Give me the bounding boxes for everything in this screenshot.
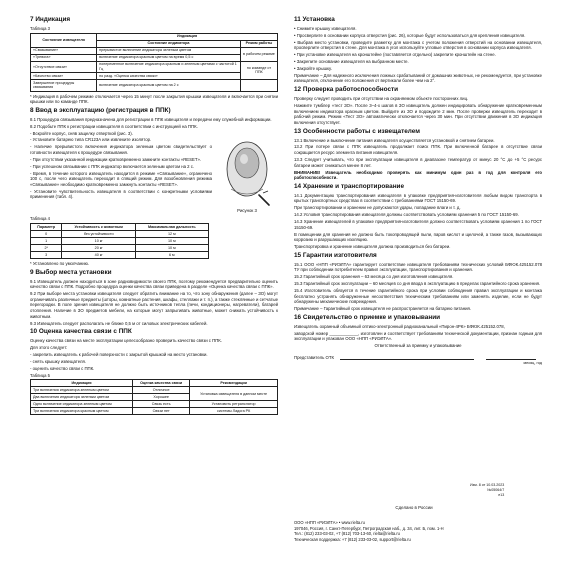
table-cell: попеременное включение индикатора красным и зеленым цветами с частотой 1 Гц (97, 61, 241, 72)
footer-line: Техническая поддержка: +7 (812) 233-03-02, support@rielta.ru (294, 537, 411, 543)
footer-line: ООО «НПП «РИЭЛТА» • www.rielta.ru (294, 520, 365, 525)
table-cell: 6 м (136, 251, 209, 258)
table-cell: «Отсутствие связи» (31, 61, 97, 72)
table-header: Индикация (31, 380, 133, 387)
table-cell: 10 м (136, 237, 209, 244)
table-row (31, 408, 278, 415)
table-header: Максимальная дальность (136, 223, 209, 230)
table-cell: Одно включение индикатора зеленым цветом (31, 401, 133, 408)
table-cell: 1 (31, 237, 62, 244)
paragraph: - Установите батарею типа CR123A или извлеките изолятор. (30, 137, 152, 143)
paragraph: 13.3 Следует учитывать, что при эксплуатации извещателя в диапазоне температур от минус 20 °С до +5 °С ресурс батареи может снижаться менее 8 лет. (294, 156, 542, 168)
section-8-body (30, 117, 278, 215)
table-cell: по разд. «Оценка качества связи» (97, 73, 241, 80)
table-cell: 20 кг (62, 244, 136, 251)
paragraph: заводской номер ____________, изготовлен и соответствует требованиям технической документации, признан годным для эксплуатации и упакован ООО «НПП «РИЭЛТА». (294, 330, 542, 342)
date-line (486, 359, 536, 360)
paragraph: • Закройте крышку. (294, 65, 332, 71)
indication-table (30, 33, 278, 92)
paragraph: Нажмите тумблер «тест ЗО». После 3–4-х шагов в ЗО извещатель должен индицировать обнаружение кратковременным включением индикатора красным цветом. Выйдите из ЗО и подождите 2 мин. После проверки извещатель переходит в рабочий режим. Режим «Тест ЗО» автоматически отключается через 30 мин. При отсутствии движения в ЗО индикация включения отсутствует. (294, 102, 542, 125)
paragraph: 14.3 Хранение извещателей в упаковке предприятия-изготовителя должно соответствовать условиям хранения 1 по ГОСТ 15150-69. (294, 219, 542, 230)
link-quality-table (30, 379, 278, 415)
table-cell: 12 м (136, 230, 209, 237)
table-3-note: * Индикация в рабочем режиме отключается через 15 минут после закрытия крышки извещателя и включается при снятии крышки или по команде ППК. (30, 93, 278, 105)
note: Примечание – Гарантийный срок извещателя не распространяется на батарею питания. (294, 306, 471, 312)
paragraph: 8.1 Процедура связывания предназначена для регистрации в ППК извещателя и передачи ему служебной информации. (30, 116, 272, 122)
paragraph: Для этого следует: (30, 345, 68, 351)
paragraph: - закрепить извещатель к рабочей поверхности с закрытой крышкой на место установки. (30, 352, 208, 358)
table-row (31, 47, 278, 54)
table-cell: Три включения индикатора зеленым цветом (31, 387, 133, 394)
otk-label: Представитель ОТК (294, 354, 334, 360)
t3-sub-mode: Режим работы (240, 40, 277, 47)
table-4-caption: Таблица 4 (30, 216, 50, 222)
t3-head-state: Состояние извещателя (31, 33, 97, 47)
table-cell: включение индикатора красным цветом на 2 с (97, 80, 241, 91)
table-5-caption: Таблица 5 (30, 372, 50, 378)
footer-line: Тел.: (812) 233-03-02, +7 (812) 703-13-60, rielta@rielta.ru (294, 531, 400, 537)
meta-line: е13 (498, 492, 505, 497)
signature-line (340, 359, 474, 360)
section-7-title: 7 Индикация (30, 16, 71, 23)
left-column (30, 14, 278, 417)
table-cell: «Качество связи» (31, 73, 97, 80)
table-cell: 40 кг (62, 251, 136, 258)
table-cell: Связи нет (133, 408, 190, 415)
table-cell: включение индикатора красным цветом на время 0,5 с (97, 54, 241, 61)
table-row (31, 401, 278, 408)
section-14-title: 14 Хранение и транспортирование (294, 182, 405, 190)
table-row (31, 251, 209, 258)
table-cell: по команде от ППК (240, 61, 277, 80)
paragraph: - оценить качество связи с ППК. (30, 365, 95, 371)
table-cell: «Тревога» (31, 54, 97, 61)
paragraph: Проверку следует проводить при отсутствии на охраняемом объекте посторонних лиц. (294, 96, 469, 102)
table-header: Устойчивость к животным (62, 223, 136, 230)
t3-sub-indicator: Состояние индикатора (97, 40, 241, 47)
paragraph: 9.2 При выборе места установки извещателя следует обратить внимание на то, что зону обнаружения (далее – ЗО) могут ограничивать различные предметы (шторы, комнатные растения, шкафы, стеллажи и т. п.), а также стеклянные и сетчатые перегородки. В поле зрения извещателя не должно быть источников тепла (печи, кондиционеры, нагреватели), батарей отопления. Наличие в ЗО предметов мебели, на которые могут запрыгивать животные, может снижать устойчивость к животным. (30, 291, 278, 319)
table-cell: Отличное (133, 387, 190, 394)
table-row (31, 61, 278, 72)
paragraph: В помещении для хранения не должно быть токопроводящей пыли, паров кислот и щелочей, а также газов, вызывающих коррозию и разрушающих изоляцию. (294, 231, 542, 243)
footer-line: 197046, Россия, г. Санкт-Петербург, Петроградская наб., д. 34, лит. Б, пом. 1-Н (294, 525, 444, 531)
table-cell: Два включения индикатора зеленым цветом (31, 394, 133, 401)
table-row (31, 237, 209, 244)
paragraph: 13.2 При потере связи с ППК извещатель продолжает поиск ППК. При включенной батарее в отсутствие связи сокращается ресурс элемента питания извещателя. (294, 144, 542, 156)
figure-caption: Рисунок 3 (237, 207, 257, 213)
paragraph: - При отсутствии указанной индикации кратковременно замкните контакты «RESET». (30, 156, 202, 162)
meta-line: №05064/7 (487, 487, 505, 492)
figure-3 (216, 133, 278, 214)
table-cell: Связь есть (133, 401, 190, 408)
table-3-caption: Таблица 3 (30, 25, 50, 31)
paragraph: 13.1 Включение и выключение питания извещателя осуществляется установкой и снятием батареи. (294, 137, 495, 143)
table-cell: 2* (31, 244, 62, 251)
paragraph: • Выбрав место установки, проведите разметку для монтажа с учетом положения отверстий на основании извещателя, просверлите отверстия в стене. Для монтажа в угол используйте угловые отверстия в основании корпуса извещателя. (294, 39, 542, 51)
sensitivity-table (30, 223, 209, 259)
paragraph: - Вскройте корпус, сняв защелку отверткой (рис. 3). (30, 130, 133, 136)
acceptance-heading: Ответственный за приемку и упаковывание (374, 343, 462, 349)
table-cell: Установить ретранслятор (190, 401, 278, 408)
section-13-title: 13 Особенности работы с извещателем (294, 127, 420, 135)
paragraph: 15.1 ООО «НПП «РИЭЛТА» гарантирует соответствие извещателя требованиям технических условий БФЮК.425152.078 ТУ при соблюдении потребителем правил эксплуатации, транспортирования и хранения. (294, 261, 542, 273)
paragraph: Извещатель охранный объемный оптико-электронный радиоканальный «Пирон-4РК» БФЮК.425152.078, (294, 323, 505, 329)
table-cell: 10 кг (62, 237, 136, 244)
paragraph: • Снимите крышку извещателя. (294, 25, 357, 31)
paragraph: 9.1 Извещатель должен находиться в зоне радиовидимости своего ППК, поэтому рекомендуется предварительно оценить качество связи с ППК. Подробно процедура оценки качества связи приведена в разделе «Оценка качества связи с ППК». (30, 278, 278, 290)
table-header: Оценка качества связи (133, 380, 190, 387)
paragraph: 15.3 Гарантийный срок эксплуатации – 60 месяцев со дня ввода в эксплуатацию в пределах гарантийного срока хранения. (294, 281, 541, 287)
section-12-title: 12 Проверка работоспособности (294, 86, 399, 94)
table-cell: Хорошее (133, 394, 190, 401)
table-header: Рекомендации (190, 380, 278, 387)
paragraph: • Закрепите основание извещателя на выбранном месте. (294, 59, 409, 65)
section-15-title: 15 Гарантии изготовителя (294, 251, 377, 259)
meta-line: Изм. 8 от 10.03.2023 (470, 483, 505, 487)
made-in-russia: Сделано в России (395, 505, 433, 510)
paragraph: При транспортировании и хранении не допускаются удары, попадание влаги и т. д. (294, 205, 461, 211)
table-row (31, 230, 209, 237)
table-row (31, 387, 278, 394)
paragraph: • Просверлите в основании корпуса отверстия (рис. 26), которые будут использоваться для крепления извещателя. (294, 32, 526, 38)
table-cell: «Связывание» (31, 47, 97, 54)
table-cell: 0 (31, 230, 62, 237)
paragraph: 14.2 Условия транспортирования извещателя должны соответствовать условиям хранения 5 по ГОСТ 15150-69. (294, 212, 519, 218)
paragraph: 15.2 Гарантийный срок хранения – 63 месяца со дня изготовления извещателя. (294, 274, 454, 280)
table-cell (240, 80, 277, 91)
table-header: Параметр (31, 223, 62, 230)
table-cell: в рабочем режиме (240, 47, 277, 61)
section-16-title: 16 Свидетельство о приемке и упаковывании (294, 313, 441, 321)
paragraph: - Установите чувствительность извещателя в соответствии с конкретными условиями применения (табл. 4). (30, 188, 212, 200)
table-cell: 10 м (136, 244, 209, 251)
table-cell: системы Ладога РК (190, 408, 278, 415)
note: Примечание – Для надежного исключения ложных срабатываний от домашних животных, не рекомендуется, при установке извещателя, отклонение его положения от вертикали более чем на 2°. (294, 72, 542, 84)
table-row (31, 244, 209, 251)
section-11-title: 11 Установка (294, 16, 335, 23)
table-cell: Три включения индикатора красным цветом (31, 408, 133, 415)
company-footer (294, 520, 494, 543)
paragraph: 9.3 Извещатель следует располагать не ближе 0,5 м от силовых электрических кабелей. (30, 320, 208, 326)
table-cell: без устойчивости (62, 230, 136, 237)
paragraph: 15.4 Изготовитель обязуется в течение гарантийного срока при условии соблюдения правил эксплуатации и монтажа бесплатно устранять обнаруженные несоответствия техническим требованиям или заменять изделие, если не будут обнаружены механические повреждения. (294, 287, 542, 305)
table-4-note: * Установлено по умолчанию. (30, 260, 90, 266)
section-9-title: 9 Выбор места установки (30, 268, 112, 276)
paragraph: Транспортировка и хранение извещателя должна производиться без батареи. (294, 244, 451, 250)
table-cell: прерывистое включение индикатора зеленым цветом (97, 47, 241, 54)
date-hint: месяц, год (523, 360, 542, 365)
right-column (294, 14, 542, 366)
document-meta (470, 483, 504, 498)
paragraph: • При установке извещателя на кронштейне (поставляется отдельно) закрепите кронштейн на стене. (294, 52, 496, 58)
t3-head-indication: Индикация (97, 33, 278, 40)
paragraph: - При успешном связывании с ППК индикатор включается зеленым цветом на 2 с. (30, 163, 195, 169)
paragraph: 14.1 Документацию транспортирования извещателя в упаковке предприятия-изготовителя любым видом транспорта в крытых транспортных средствах в соответствии с требованиями ГОСТ 15150-69. (294, 192, 542, 204)
detector-illustration (219, 133, 275, 207)
paragraph: - Время, в течение которого извещатель находится в режиме «Связывание», ограничено 100 с, после чего извещатель переходит в спящий режим. Для возобновления режима «Связывание» необходимо кратковременно замкнуть контакты «RESET». (30, 170, 212, 187)
section-8-title: 8 Ввод в эксплуатацию (регистрация в ППК) (30, 106, 171, 114)
paragraph: - снять крышку извещателя. (30, 358, 86, 364)
paragraph: 8.2 Подобьте ППК к регистрации извещателя в соответствии с инструкцией на ППК. (30, 123, 198, 129)
table-cell: Установка извещателя в данном месте (190, 387, 278, 401)
warning: ВНИМАНИЕ! Извещатель необходимо проверять как минимум один раз в год для контроля его работоспособности. (294, 169, 542, 181)
table-cell: 3 (31, 251, 62, 258)
paragraph: - Наличие прерывистого включения индикатора зеленым цветом свидетельствует о готовности извещателя к процедуре связывания. (30, 144, 212, 155)
paragraph: Оценку качества связи на месте эксплуатации целесообразно проверить качество связи с ППК. (30, 338, 223, 344)
table-cell: Завершение процедуры связывания (31, 80, 97, 91)
section-10-title: 10 Оценка качества связи с ППК (30, 328, 132, 336)
table-row (31, 80, 278, 91)
